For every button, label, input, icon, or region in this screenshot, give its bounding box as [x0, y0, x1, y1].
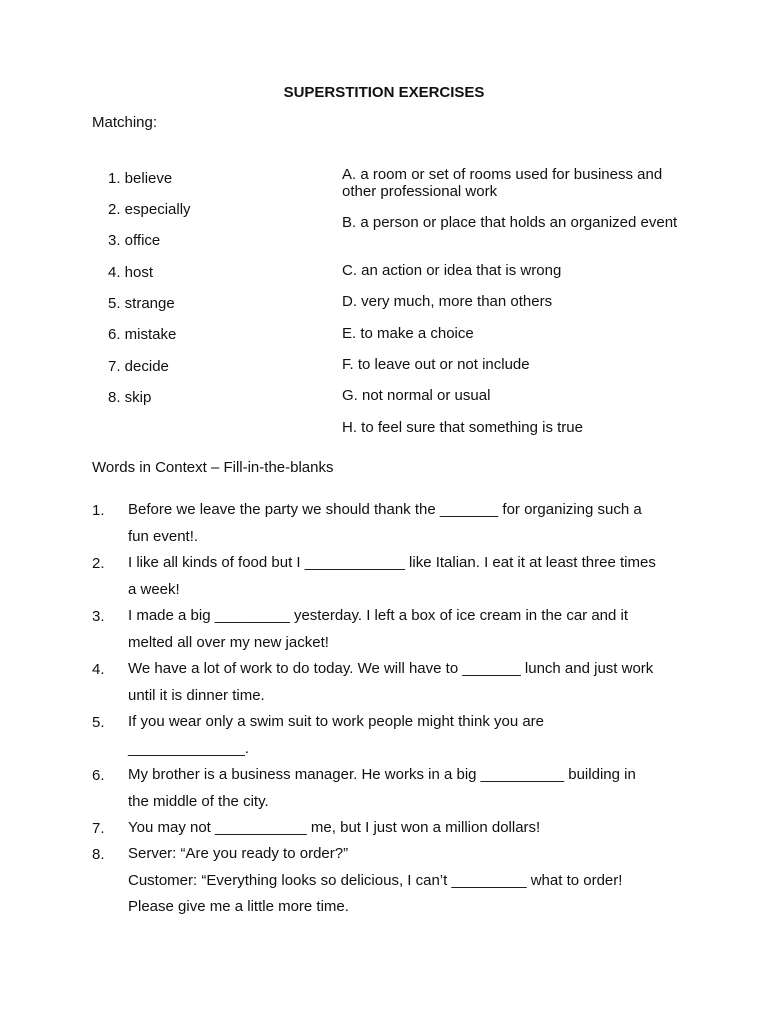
- definition-item: C. an action or idea that is wrong: [342, 262, 562, 279]
- question-number: 5.: [92, 714, 105, 731]
- question-line: You may not ___________ me, but I just won a million dollars!: [128, 819, 541, 836]
- question-line: the middle of the city.: [128, 792, 269, 810]
- definition-item: F. to leave out or not include: [342, 356, 530, 373]
- matching-heading: Matching:: [92, 114, 158, 131]
- definition-item: B. a person or place that holds an organized event: [342, 214, 678, 231]
- question-line: I made a big _________ yesterday. I left a box of ice cream in the car and it: [128, 607, 629, 624]
- question-number: 3.: [92, 608, 105, 625]
- question-number: 4.: [92, 661, 105, 678]
- question-text: [128, 815, 678, 842]
- question-line: Server: “Are you ready to order?”: [128, 845, 349, 862]
- definition-item: D. very much, more than others: [342, 293, 553, 310]
- question-line: until it is dinner time.: [128, 686, 265, 704]
- question-line: Before we leave the party we should thank the _______ for organizing such a: [128, 501, 642, 518]
- word-item: 6. mistake: [108, 326, 177, 343]
- question-line: My brother is a business manager. He works in a big __________ building in: [128, 766, 636, 783]
- question-number: 2.: [92, 555, 105, 572]
- context-heading: Words in Context – Fill-in-the-blanks: [92, 459, 334, 476]
- word-item: 4. host: [108, 264, 154, 281]
- definition-item: G. not normal or usual: [342, 387, 491, 404]
- question-line: I like all kinds of food but I ____________ like Italian. I eat it at least three times: [128, 554, 656, 571]
- question-text: [128, 550, 678, 603]
- word-item: 7. decide: [108, 358, 169, 375]
- question-line: ______________.: [128, 739, 249, 757]
- question-number: 8.: [92, 846, 105, 863]
- word-item: 5. strange: [108, 295, 175, 312]
- question-line: If you wear only a swim suit to work people might think you are: [128, 713, 545, 730]
- question-text: [128, 656, 678, 709]
- word-item: 2. especially: [108, 201, 191, 218]
- definition-item: H. to feel sure that something is true: [342, 419, 583, 436]
- question-text: [128, 603, 678, 656]
- question-number: 6.: [92, 767, 105, 784]
- definition-item: E. to make a choice: [342, 325, 474, 342]
- question-text: [128, 762, 678, 815]
- question-line: Please give me a little more time.: [128, 898, 349, 915]
- word-item: 3. office: [108, 232, 161, 249]
- question-text: [128, 709, 678, 762]
- word-item: 8. skip: [108, 389, 152, 406]
- page-title: SUPERSTITION EXERCISES: [283, 84, 485, 101]
- question-text: [128, 497, 678, 550]
- question-number: 7.: [92, 820, 105, 837]
- question-number: 1.: [92, 502, 105, 519]
- definition-item: A. a room or set of rooms used for business and other professional work: [342, 166, 663, 200]
- question-line: melted all over my new jacket!: [128, 633, 329, 651]
- question-line: fun event!.: [128, 527, 199, 545]
- question-line: a week!: [128, 580, 180, 598]
- question-text: [128, 841, 678, 921]
- question-line: We have a lot of work to do today. We will have to _______ lunch and just work: [128, 660, 654, 677]
- question-line: Customer: “Everything looks so delicious, I can’t _________ what to order!: [128, 871, 623, 889]
- word-item: 1. believe: [108, 170, 173, 187]
